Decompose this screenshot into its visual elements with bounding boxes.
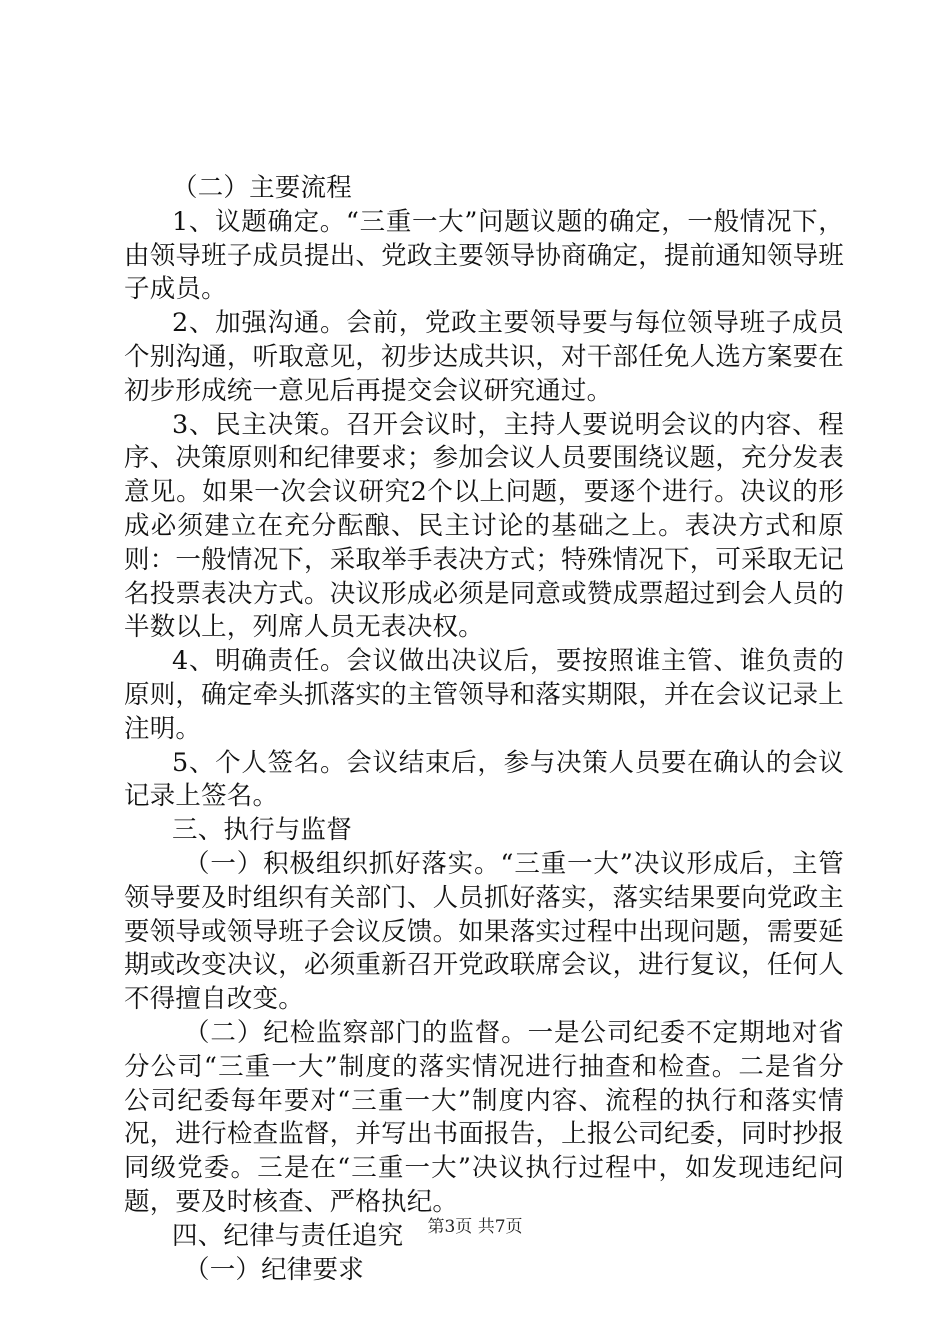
paragraph-strengthen-communication: 2、加强沟通。会前，党政主要领导要与每位领导班子成员个别沟通，听取意见，初步达成共识，对干部任免人选方案要在初步形成统一意见后再提交会议研究通过。 [124,308,844,406]
paragraph-topic-determination: 1、议题确定。“三重一大”问题议题的确定，一般情况下，由领导班子成员提出、党政主要领导协商确定，提前通知领导班子成员。 [124,206,844,305]
paragraph-personal-signature: 5、个人签名。会议结束后，参与决策人员要在确认的会议记录上签名。 [124,747,844,812]
section-heading-main-process: （二）主要流程 [172,173,352,203]
section-heading-discipline-accountability: 四、纪律与责任追究 [172,1220,404,1251]
document-body [124,172,844,1287]
paragraph-clarify-responsibility: 4、明确责任。会议做出决议后，要按照谁主管、谁负责的原则，确定牵头抓落实的主管领导和落实期限，并在会议记录上注明。 [124,646,844,744]
section-heading-discipline-requirements: （一）纪律要求 [184,1254,364,1285]
paragraph-implementation: （一）积极组织抓好落实。“三重一大”决议形成后，主管领导要及时组织有关部门、人员抓好落实，落实结果要向党政主要领导或领导班子会议反馈。如果落实过程中出现问题，需要延期或改变决议，必须重新召开党政联席会议，进行复议，任何人不得擅自改变。 [124,848,844,1015]
paragraph-democratic-decision: 3、民主决策。召开会议时，主持人要说明会议的内容、程序、决策原则和纪律要求；参加会议人员要围绕议题，充分发表意见。如果一次会议研究2个以上问题，要逐个进行。决议的形成必须建立在充分酝酿、民主讨论的基础之上。表决方式和原则：一般情况下，采取举手表决方式；特殊情况下，可采取无记名投票表决方式。决议形成必须是同意或赞成票超过到会人员的半数以上，列席人员无表决权。 [124,409,844,643]
paragraph-discipline-supervision: （二）纪检监察部门的监督。一是公司纪委不定期地对省分公司“三重一大”制度的落实情况进行抽查和检查。二是省分公司纪委每年要对“三重一大”制度内容、流程的执行和落实情况，进行检查监督，并写出书面报告，上报公司纪委，同时抄报同级党委。三是在“三重一大”决议执行过程中，如发现违纪问题，要及时核查、严格执纪。 [124,1017,844,1217]
section-heading-execution-supervision: 三、执行与监督 [172,815,352,846]
page-footer: 第3页 共7页 [427,1217,523,1237]
